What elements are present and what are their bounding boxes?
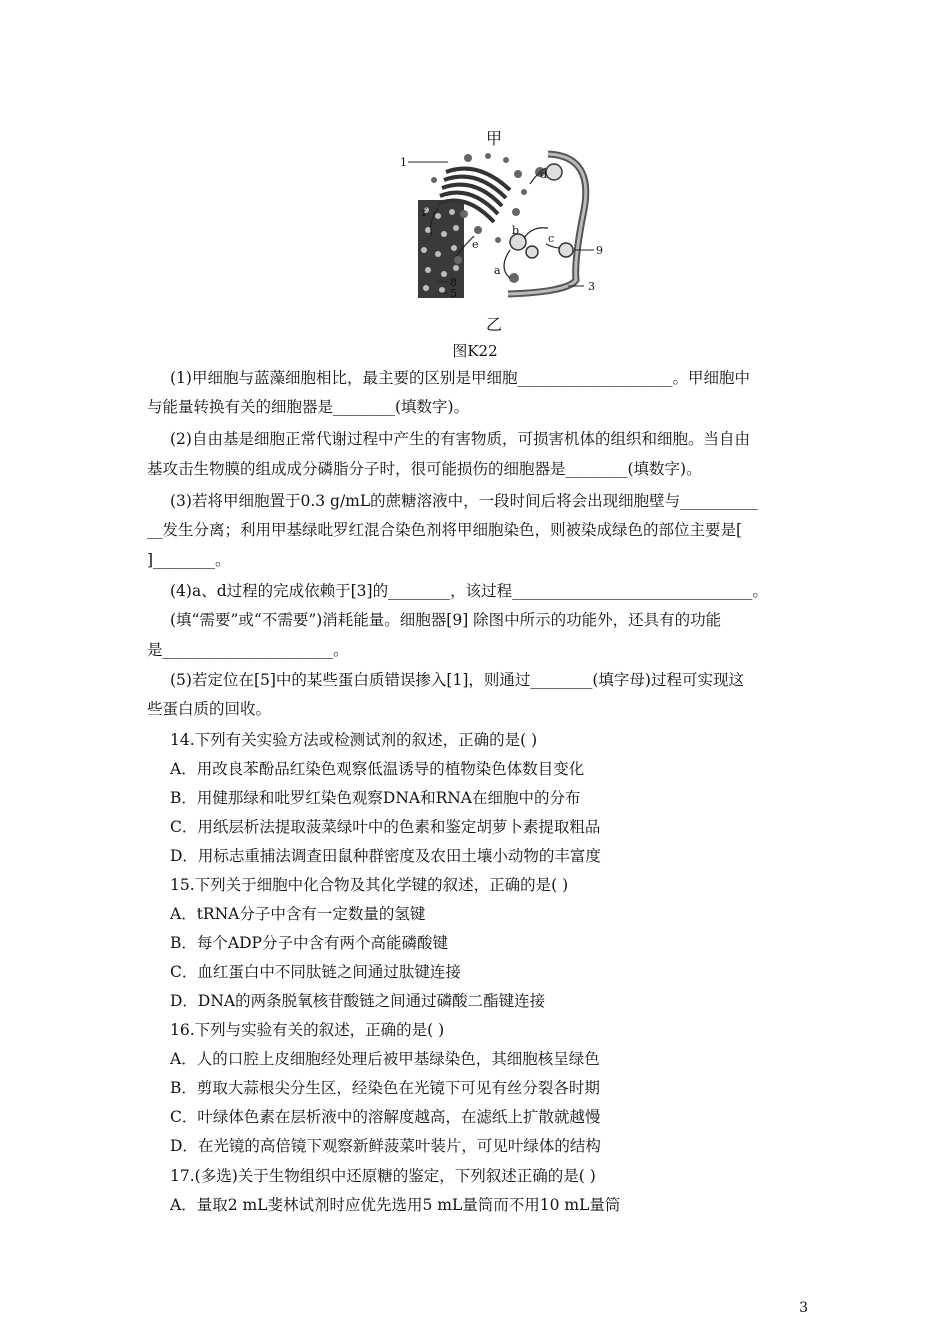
option-line: B．剪取大蒜根尖分生区，经染色在光镜下可见有丝分裂各时期: [170, 1079, 600, 1097]
text-line: (填“需要”或“不需要”)消耗能量。细胞器[9] 除图中所示的功能外，还具有的功能: [170, 611, 722, 629]
text-line: __发生分离；利用甲基绿吡罗红混合染色剂将甲细胞染色，则被染成绿色的部位主要是[: [147, 521, 743, 539]
text-line: 是______________________。: [147, 641, 349, 659]
callout-f: f: [422, 206, 427, 219]
figure-caption: 图K22: [452, 342, 498, 360]
figure-top-label: 甲: [486, 129, 503, 148]
text-line: (1)甲细胞与蓝藻细胞相比，最主要的区别是甲细胞____________________。甲细胞中: [170, 369, 750, 387]
page-number: 3: [799, 1300, 808, 1316]
text-line: ]________。: [147, 551, 231, 569]
option-line: B．每个ADP分子中含有两个高能磷酸键: [170, 934, 448, 952]
text-line: (2)自由基是细胞正常代谢过程中产生的有害物质，可损害机体的组织和细胞。当自由: [170, 430, 750, 448]
callout-9: 9: [596, 244, 603, 257]
text-line: (3)若将甲细胞置于0.3 g/mL的蔗糖溶液中，一段时间后将会出现细胞壁与__________: [170, 492, 758, 510]
text-line: 与能量转换有关的细胞器是________(填数字)。: [147, 398, 470, 416]
option-line: C．用纸层析法提取菠菜绿叶中的色素和鉴定胡萝卜素提取粗品: [170, 818, 601, 836]
callout-1: 1: [400, 156, 407, 169]
question-stem: 14.下列有关实验方法或检测试剂的叙述，正确的是( ): [170, 731, 538, 749]
callout-b: b: [512, 224, 520, 237]
callout-a: a: [494, 264, 501, 277]
question-stem: 16.下列与实验有关的叙述，正确的是( ): [170, 1021, 445, 1039]
option-line: A．tRNA分子中含有一定数量的氢键: [170, 905, 426, 923]
question-stem: 15.下列关于细胞中化合物及其化学键的叙述，正确的是( ): [170, 876, 569, 894]
option-line: B．用健那绿和吡罗红染色观察DNA和RNA在细胞中的分布: [170, 789, 581, 807]
cell-diagram-svg: [398, 150, 610, 300]
question-stem: 17.(多选)关于生物组织中还原糖的鉴定，下列叙述正确的是( ): [170, 1167, 596, 1185]
callout-3: 3: [588, 280, 595, 293]
callout-d: d: [540, 168, 548, 181]
option-line: A．用改良苯酚品红染色观察低温诱导的植物染色体数目变化: [170, 760, 585, 778]
option-line: D．DNA的两条脱氧核苷酸链之间通过磷酸二酯键连接: [170, 992, 546, 1010]
option-line: A．人的口腔上皮细胞经处理后被甲基绿染色，其细胞核呈绿色: [170, 1050, 600, 1068]
callout-c: c: [548, 232, 555, 245]
text-line: (5)若定位在[5]中的某些蛋白质错误掺入[1]，则通过________(填字母)过程可实现这: [170, 671, 744, 689]
callout-8: 8: [450, 276, 457, 289]
cell-diagram: [398, 150, 610, 300]
option-line: A．量取2 mL斐林试剂时应优先选用5 mL量筒而不用10 mL量筒: [170, 1196, 621, 1214]
text-line: 基攻击生物膜的组成成分磷脂分子时，很可能损伤的细胞器是________(填数字)。: [147, 460, 702, 478]
option-line: C．血红蛋白中不同肽链之间通过肽键连接: [170, 963, 461, 981]
text-line: 些蛋白质的回收。: [147, 700, 272, 718]
text-line: (4)a、d过程的完成依赖于[3]的________，该过程_______________________________。: [170, 582, 768, 600]
option-line: C．叶绿体色素在层析液中的溶解度越高，在滤纸上扩散就越慢: [170, 1108, 601, 1126]
option-line: D．用标志重捕法调查田鼠种群密度及农田土壤小动物的丰富度: [170, 847, 601, 865]
callout-5: 5: [450, 287, 457, 300]
option-line: D．在光镜的高倍镜下观察新鲜菠菜叶装片，可见叶绿体的结构: [170, 1137, 601, 1155]
figure-bottom-label: 乙: [486, 315, 503, 334]
callout-e: e: [472, 238, 479, 251]
